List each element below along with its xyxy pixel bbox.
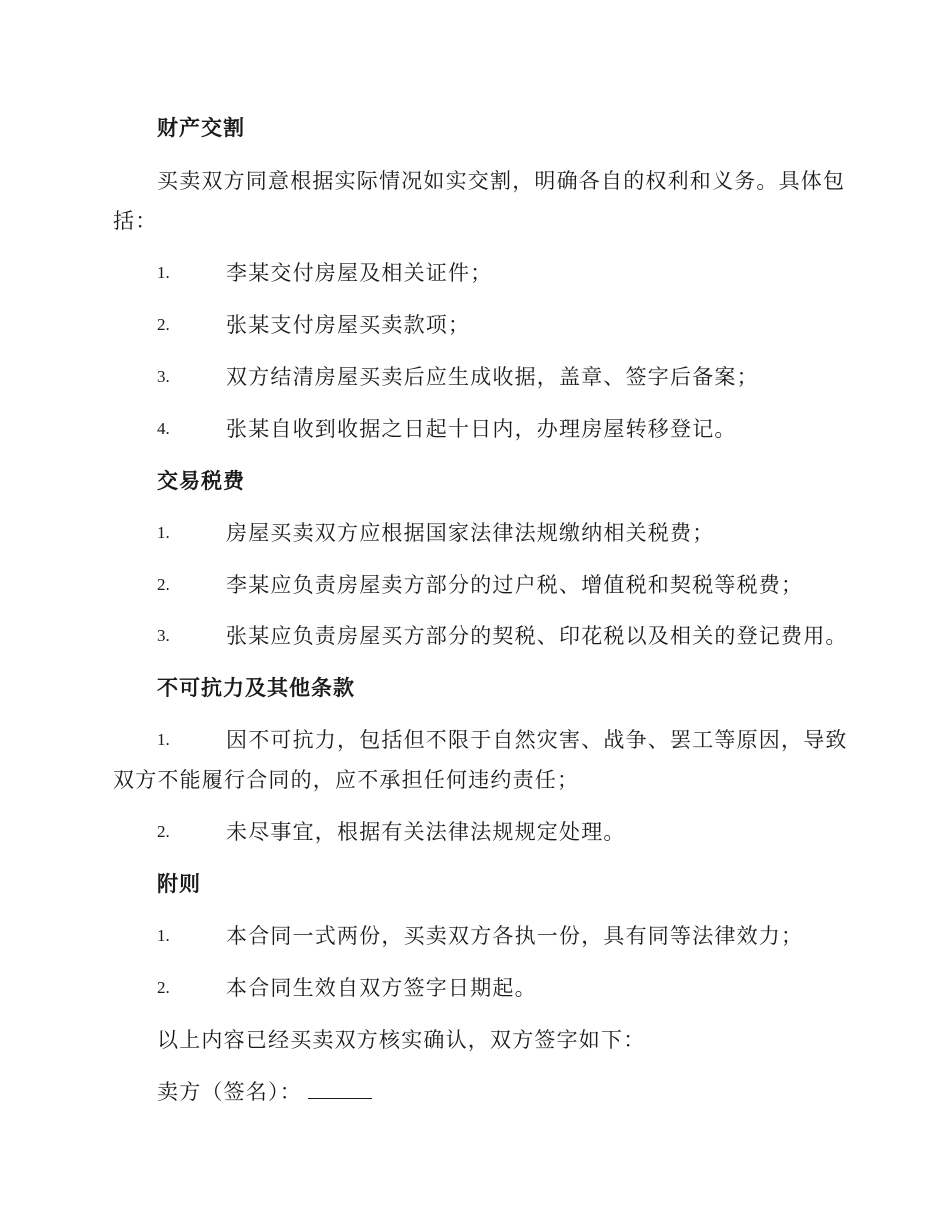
list-number: 2. (157, 315, 170, 334)
section-heading-appendix: 附则 (157, 871, 201, 896)
list-item: 本合同生效自双方签字日期起。 (226, 976, 537, 1000)
list-number: 1. (157, 263, 170, 282)
signature-blank (308, 1080, 372, 1099)
list-item: 因不可抗力，包括但不限于自然灾害、战争、罢工等原因，导致 (226, 728, 848, 752)
seller-signature-line (157, 1078, 372, 1106)
list-number: 2. (157, 978, 170, 997)
list-number: 2. (157, 822, 170, 841)
list-item: 本合同一式两份，买卖双方各执一份，具有同等法律效力； (226, 924, 804, 948)
list-item-cont: 双方不能履行合同的，应不承担任何违约责任； (113, 768, 580, 792)
list-number: 1. (157, 523, 170, 542)
section-heading-tax: 交易税费 (157, 468, 245, 493)
list-item: 房屋买卖双方应根据国家法律法规缴纳相关税费； (226, 521, 715, 545)
list-item: 张某应负责房屋买方部分的契税、印花税以及相关的登记费用。 (226, 624, 848, 648)
list-item: 双方结清房屋买卖后应生成收据，盖章、签字后备案； (226, 365, 759, 389)
list-item: 李某应负责房屋卖方部分的过户税、增值税和契税等税费； (226, 573, 804, 597)
list-item: 张某自收到收据之日起十日内，办理房屋转移登记。 (226, 417, 737, 441)
list-number: 1. (157, 730, 170, 749)
seller-signature-label: 卖方（签名）： (157, 1080, 302, 1104)
list-number: 1. (157, 926, 170, 945)
list-item: 李某交付房屋及相关证件； (226, 261, 493, 285)
list-number: 2. (157, 575, 170, 594)
handover-intro: 买卖双方同意根据实际情况如实交割，明确各自的权利和义务。具体包 (157, 169, 846, 193)
list-number: 3. (157, 367, 170, 386)
list-item: 张某支付房屋买卖款项； (226, 313, 471, 337)
confirmation-text: 以上内容已经买卖双方核实确认，双方签字如下： (157, 1028, 646, 1052)
list-number: 4. (157, 419, 170, 438)
handover-intro-cont: 括： (113, 209, 158, 233)
list-item: 未尽事宜，根据有关法律法规规定处理。 (226, 820, 626, 844)
section-heading-force-majeure: 不可抗力及其他条款 (157, 675, 355, 700)
list-number: 3. (157, 626, 170, 645)
section-heading-handover: 财产交割 (157, 115, 245, 140)
